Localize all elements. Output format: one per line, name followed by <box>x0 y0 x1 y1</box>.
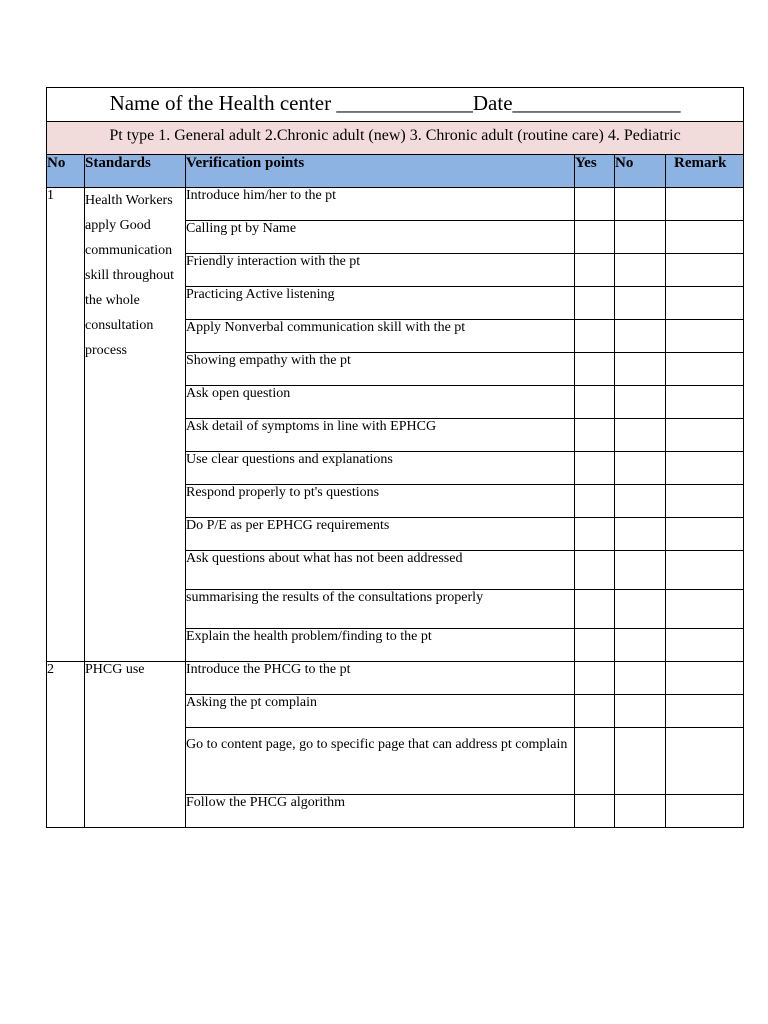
verification-point: Asking the pt complain <box>186 695 575 728</box>
header-no-answer: No <box>615 155 666 188</box>
section-number: 2 <box>47 662 85 828</box>
yes-cell[interactable] <box>575 662 615 695</box>
verification-point: Introduce the PHCG to the pt <box>186 662 575 695</box>
no-cell[interactable] <box>615 518 666 551</box>
header-no: No <box>47 155 85 188</box>
no-cell[interactable] <box>615 695 666 728</box>
verification-point: Ask questions about what has not been addressed <box>186 551 575 590</box>
verification-point: Ask detail of symptoms in line with EPHCG <box>186 419 575 452</box>
no-cell[interactable] <box>615 419 666 452</box>
verification-point: Use clear questions and explanations <box>186 452 575 485</box>
no-cell[interactable] <box>615 590 666 629</box>
header-verification-points: Verification points <box>186 155 575 188</box>
remark-cell[interactable] <box>666 551 744 590</box>
yes-cell[interactable] <box>575 221 615 254</box>
verification-point: Explain the health problem/finding to the pt <box>186 629 575 662</box>
no-cell[interactable] <box>615 254 666 287</box>
no-cell[interactable] <box>615 188 666 221</box>
form-title: Name of the Health center _____________Date________________ <box>47 88 744 122</box>
no-cell[interactable] <box>615 386 666 419</box>
patient-type-row: Pt type 1. General adult 2.Chronic adult (new) 3. Chronic adult (routine care) 4. Pediatric <box>47 122 744 155</box>
yes-cell[interactable] <box>575 419 615 452</box>
remark-cell[interactable] <box>666 485 744 518</box>
yes-cell[interactable] <box>575 287 615 320</box>
header-standards: Standards <box>85 155 186 188</box>
remark-cell[interactable] <box>666 353 744 386</box>
no-cell[interactable] <box>615 221 666 254</box>
no-cell[interactable] <box>615 452 666 485</box>
verification-point: Do P/E as per EPHCG requirements <box>186 518 575 551</box>
remark-cell[interactable] <box>666 695 744 728</box>
yes-cell[interactable] <box>575 188 615 221</box>
no-cell[interactable] <box>615 320 666 353</box>
remark-cell[interactable] <box>666 287 744 320</box>
remark-cell[interactable] <box>666 518 744 551</box>
yes-cell[interactable] <box>575 629 615 662</box>
no-cell[interactable] <box>615 287 666 320</box>
remark-cell[interactable] <box>666 662 744 695</box>
no-cell[interactable] <box>615 662 666 695</box>
verification-point: Follow the PHCG algorithm <box>186 795 575 828</box>
yes-cell[interactable] <box>575 353 615 386</box>
header-remark: Remark <box>666 155 744 188</box>
remark-cell[interactable] <box>666 795 744 828</box>
no-cell[interactable] <box>615 795 666 828</box>
verification-point: Go to content page, go to specific page that can address pt complain <box>186 728 575 795</box>
remark-cell[interactable] <box>666 419 744 452</box>
section-communication <box>47 188 744 662</box>
verification-point: Ask open question <box>186 386 575 419</box>
yes-cell[interactable] <box>575 320 615 353</box>
yes-cell[interactable] <box>575 728 615 795</box>
remark-cell[interactable] <box>666 629 744 662</box>
remark-cell[interactable] <box>666 320 744 353</box>
yes-cell[interactable] <box>575 386 615 419</box>
remark-cell[interactable] <box>666 452 744 485</box>
section-number: 1 <box>47 188 85 662</box>
yes-cell[interactable] <box>575 452 615 485</box>
yes-cell[interactable] <box>575 795 615 828</box>
verification-point: Friendly interaction with the pt <box>186 254 575 287</box>
yes-cell[interactable] <box>575 254 615 287</box>
section-phcg-use <box>47 662 744 828</box>
no-cell[interactable] <box>615 629 666 662</box>
remark-cell[interactable] <box>666 188 744 221</box>
no-cell[interactable] <box>615 353 666 386</box>
verification-point: Introduce him/her to the pt <box>186 188 575 221</box>
remark-cell[interactable] <box>666 254 744 287</box>
no-cell[interactable] <box>615 551 666 590</box>
remark-cell[interactable] <box>666 221 744 254</box>
verification-point: Respond properly to pt's questions <box>186 485 575 518</box>
yes-cell[interactable] <box>575 551 615 590</box>
table-row <box>47 188 744 221</box>
header-yes: Yes <box>575 155 615 188</box>
yes-cell[interactable] <box>575 590 615 629</box>
remark-cell[interactable] <box>666 386 744 419</box>
verification-point: summarising the results of the consultations properly <box>186 590 575 629</box>
verification-point: Showing empathy with the pt <box>186 353 575 386</box>
section-standard: PHCG use <box>85 662 186 828</box>
verification-point: Apply Nonverbal communication skill with the pt <box>186 320 575 353</box>
remark-cell[interactable] <box>666 728 744 795</box>
no-cell[interactable] <box>615 728 666 795</box>
section-standard: Health Workers apply Good communication skill throughout the whole consultation process <box>85 188 186 662</box>
table-header-row <box>47 155 744 188</box>
table-row <box>47 662 744 695</box>
verification-point: Practicing Active listening <box>186 287 575 320</box>
yes-cell[interactable] <box>575 485 615 518</box>
yes-cell[interactable] <box>575 518 615 551</box>
yes-cell[interactable] <box>575 695 615 728</box>
verification-point: Calling pt by Name <box>186 221 575 254</box>
no-cell[interactable] <box>615 485 666 518</box>
verification-checklist-table <box>46 87 744 828</box>
remark-cell[interactable] <box>666 590 744 629</box>
